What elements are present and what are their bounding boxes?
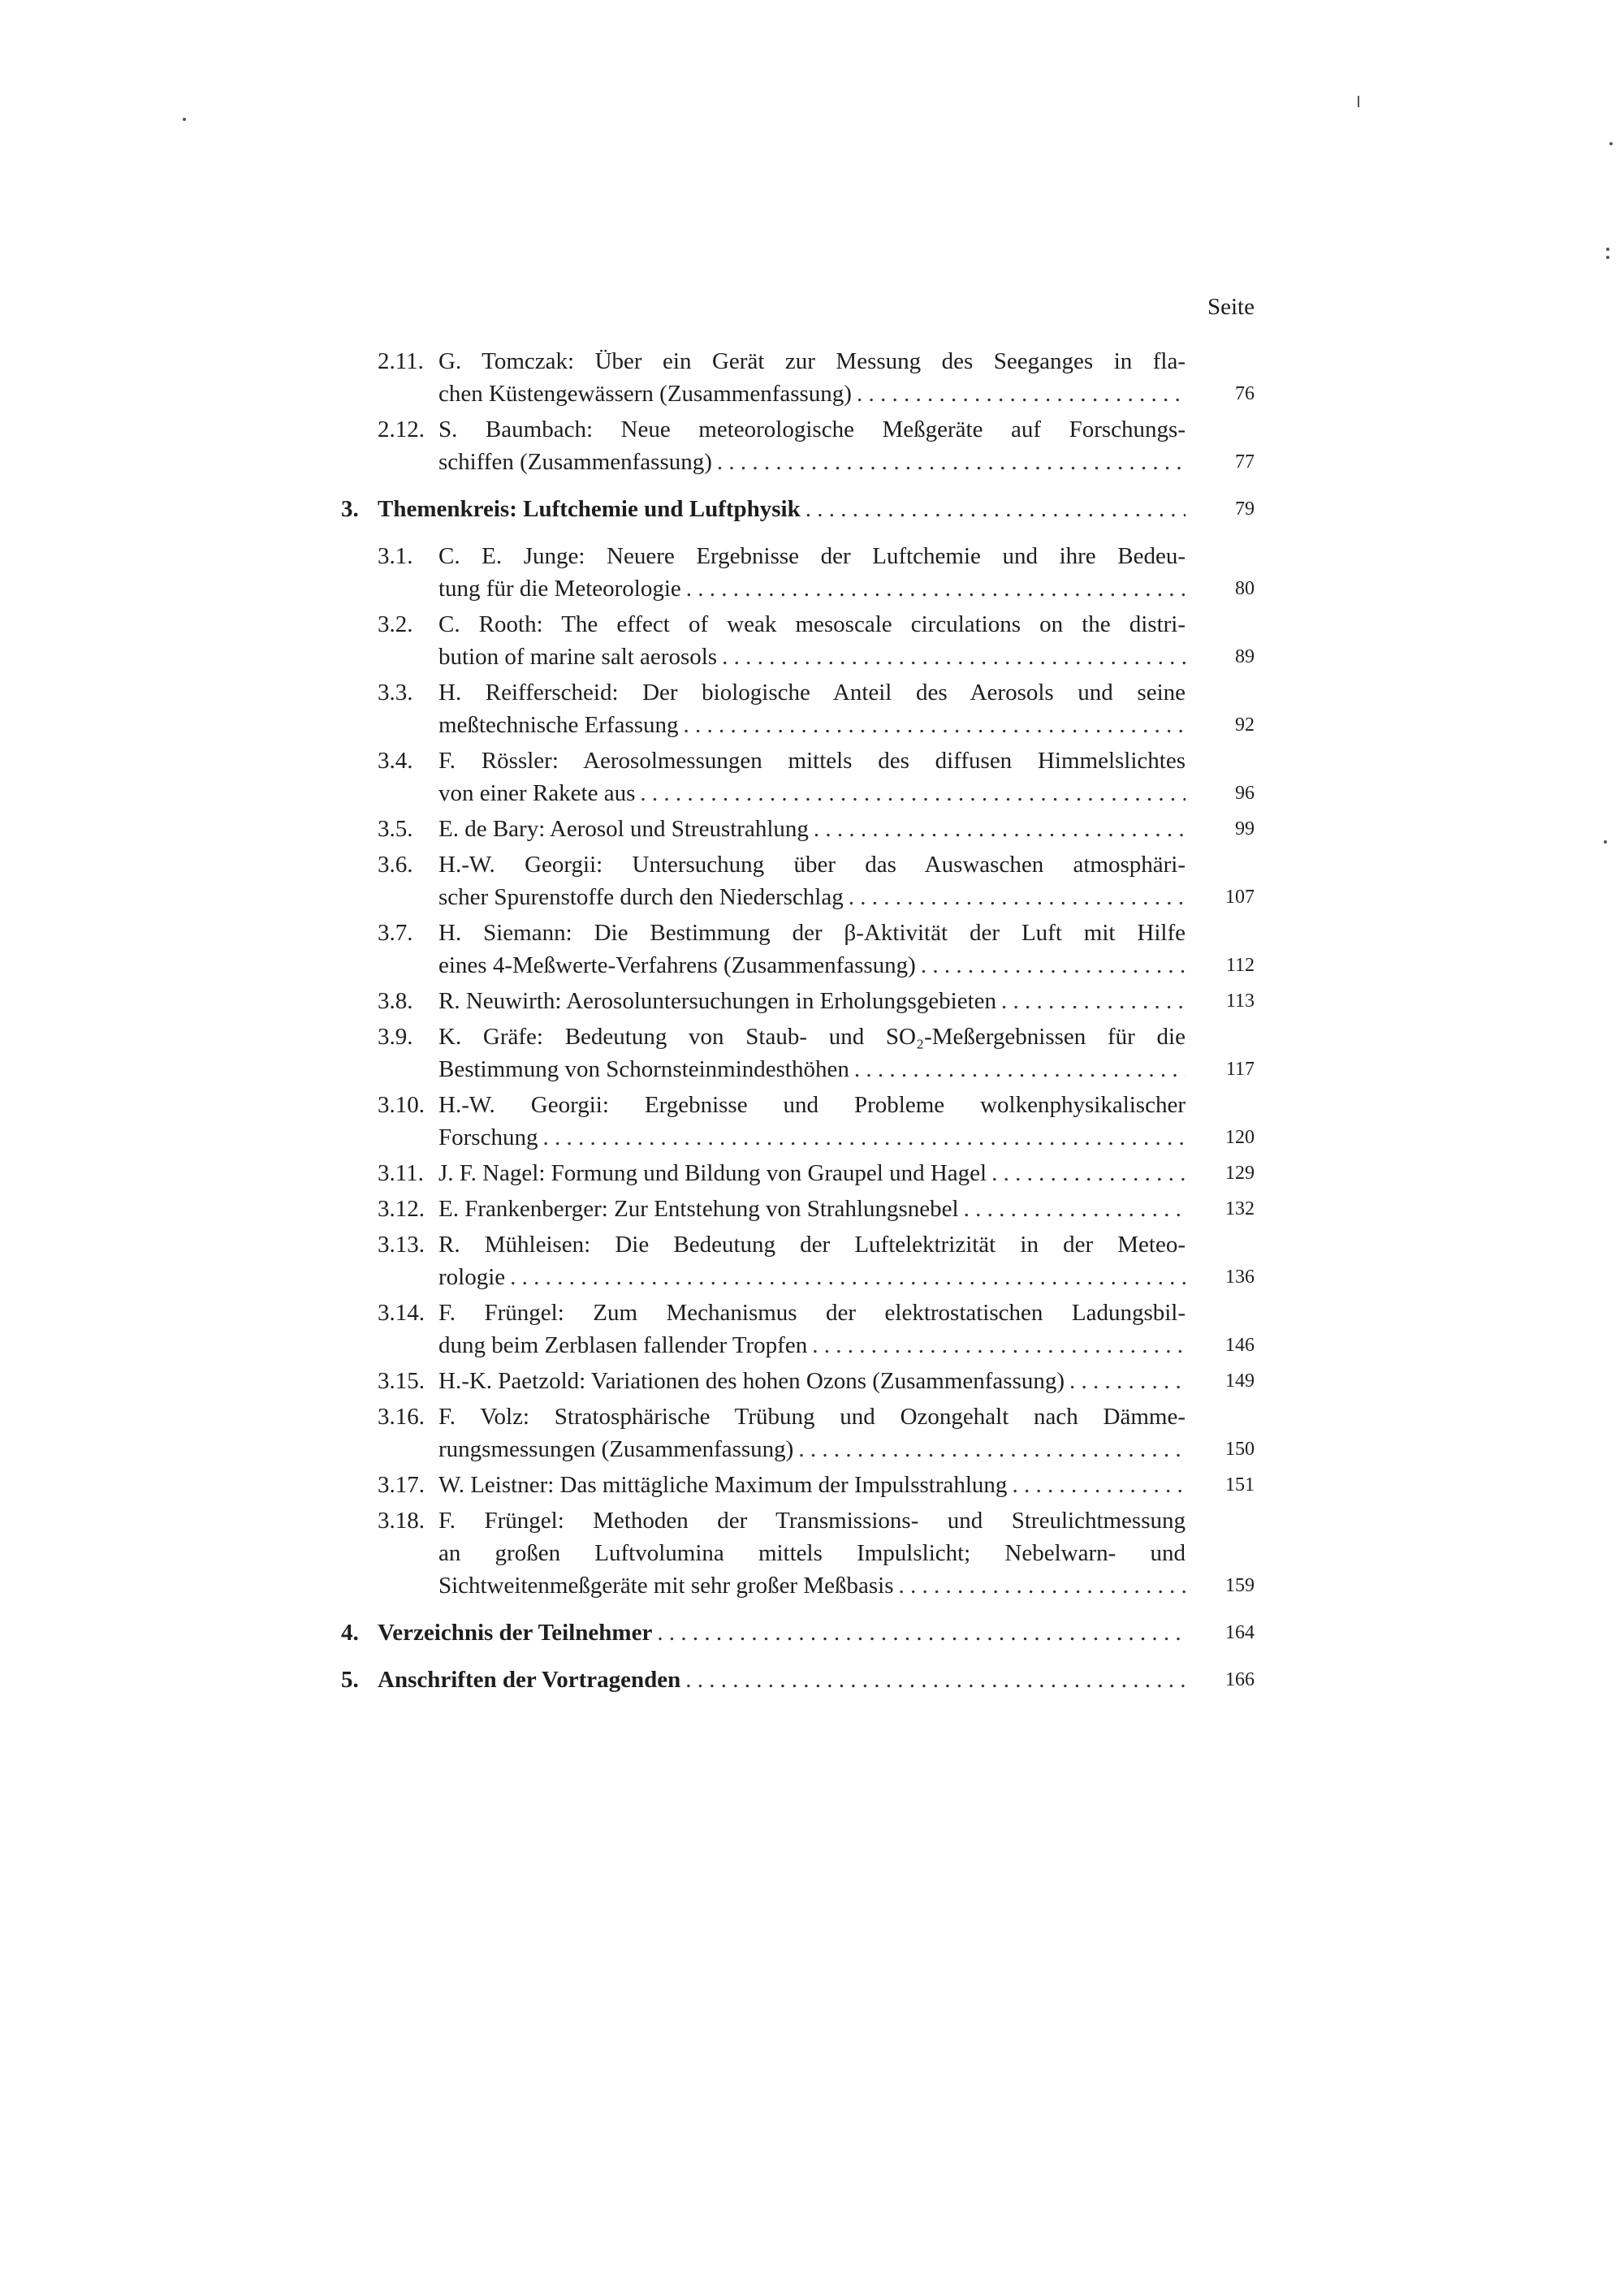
- dot-leader: [801, 493, 1186, 525]
- toc-entry: [341, 917, 1255, 982]
- toc-page-number: 150: [1225, 1439, 1255, 1460]
- dot-leader: [844, 881, 1186, 913]
- toc-page-number: 76: [1235, 383, 1255, 404]
- toc-entry-title-line: F. Volz: Stratosphärische Trübung und Ozongehalt nach Dämme-: [438, 1404, 1186, 1430]
- table-of-contents: [341, 345, 1255, 1711]
- toc-entry-number: 3.2.: [378, 611, 413, 637]
- scan-speck: [183, 118, 186, 121]
- toc-page-number: 113: [1225, 990, 1255, 1012]
- toc-page-number: 89: [1235, 646, 1255, 667]
- dot-leader: [807, 1329, 1186, 1362]
- toc-entry-title-line: Sichtweitenmeßgeräte mit sehr großer Meßbasis: [438, 1573, 894, 1599]
- toc-entry-title-line: H.-W. Georgii: Untersuchung über das Auswaschen atmosphäri-: [438, 852, 1186, 878]
- toc-entry-number: 3.14.: [378, 1300, 425, 1326]
- toc-entry-title-line: K. Gräfe: Bedeutung von Staub- und SO₂-Meßergebnissen für die: [438, 1024, 1186, 1050]
- toc-entry-number: 3.17.: [378, 1472, 425, 1498]
- dot-leader: [538, 1121, 1186, 1154]
- toc-entry-title-line: H. Reifferscheid: Der biologische Anteil des Aerosols und seine: [438, 680, 1186, 706]
- toc-entry-number: 3.3.: [378, 680, 413, 706]
- toc-entry: [341, 1365, 1255, 1397]
- dot-leader: [916, 949, 1186, 982]
- toc-entry-number: 3.13.: [378, 1232, 425, 1258]
- toc-entry-title-line: von einer Rakete aus: [438, 780, 636, 806]
- toc-entry-number: 3.9.: [378, 1024, 413, 1050]
- toc-entry: [341, 1193, 1255, 1225]
- toc-entry-number: 3.18.: [378, 1508, 425, 1534]
- toc-entry-number: 2.12.: [378, 416, 425, 442]
- toc-page-number: 159: [1225, 1575, 1255, 1596]
- dot-leader: [717, 641, 1186, 673]
- toc-entry: [341, 1504, 1255, 1602]
- toc-entry-title-line: Anschriften der Vortragenden: [378, 1667, 681, 1693]
- toc-entry-title-line: rologie: [438, 1264, 506, 1290]
- toc-entry-title-line: R. Neuwirth: Aerosoluntersuchungen in Erholungsgebieten: [438, 988, 997, 1014]
- dot-leader: [809, 813, 1186, 845]
- toc-entry-number: 3.16.: [378, 1404, 425, 1430]
- toc-entry-title-line: Themenkreis: Luftchemie und Luftphysik: [378, 496, 801, 522]
- toc-entry-number: 3.8.: [378, 988, 413, 1014]
- toc-entry-title-line: G. Tomczak: Über ein Gerät zur Messung des Seeganges in fla-: [438, 348, 1186, 374]
- toc-entry-number: 3.: [341, 496, 359, 522]
- dot-leader: [681, 572, 1186, 605]
- toc-entry: [341, 848, 1255, 913]
- scan-speck: [1604, 840, 1607, 844]
- page-column-header: Seite: [1207, 294, 1255, 320]
- toc-page-number: 99: [1235, 818, 1255, 839]
- toc-page-number: 129: [1225, 1163, 1255, 1184]
- toc-entry-title-line: H. Siemann: Die Bestimmung der β-Aktivität der Luft mit Hilfe: [438, 920, 1186, 946]
- toc-entry-title-line: E. de Bary: Aerosol und Streustrahlung: [438, 816, 809, 842]
- toc-page-number: 166: [1225, 1669, 1255, 1690]
- toc-entry-title-line: chen Küstengewässern (Zusammenfassung): [438, 381, 852, 407]
- scan-speck: [1606, 256, 1609, 259]
- toc-page-number: 149: [1225, 1370, 1255, 1392]
- toc-page-number: 132: [1225, 1198, 1255, 1219]
- toc-entry-title-line: F. Rössler: Aerosolmessungen mittels des diffusen Himmelslichtes: [438, 748, 1186, 774]
- toc-entry-title-line: C. Rooth: The effect of weak mesoscale circulations on the distri-: [438, 611, 1186, 637]
- dot-leader: [793, 1433, 1186, 1465]
- toc-entry: [341, 413, 1255, 478]
- scan-speck: [1358, 96, 1359, 107]
- toc-entry-title-line: C. E. Junge: Neuere Ergebnisse der Luftchemie und ihre Bedeu-: [438, 543, 1186, 569]
- toc-entry: [341, 608, 1255, 673]
- toc-entry: [341, 1400, 1255, 1465]
- toc-entry: [341, 1021, 1255, 1085]
- toc-entry-title-line: scher Spurenstoffe durch den Niederschlag: [438, 884, 844, 910]
- toc-entry-number: 4.: [341, 1620, 359, 1646]
- toc-entry-title-line: rungsmessungen (Zusammenfassung): [438, 1436, 794, 1462]
- toc-entry-title-line: R. Mühleisen: Die Bedeutung der Luftelektrizität in der Meteo-: [438, 1232, 1186, 1258]
- dot-leader: [987, 1157, 1186, 1189]
- dot-leader: [1007, 1469, 1186, 1501]
- toc-entry-number: 5.: [341, 1667, 359, 1693]
- toc-entry-number: 3.1.: [378, 543, 413, 569]
- toc-entry-title-line: eines 4-Meßwerte-Verfahrens (Zusammenfassung): [438, 952, 916, 978]
- dot-leader: [712, 446, 1186, 478]
- dot-leader: [652, 1616, 1186, 1649]
- toc-page-number: 117: [1225, 1059, 1255, 1080]
- dot-leader: [894, 1569, 1186, 1602]
- dot-leader: [852, 378, 1186, 410]
- dot-leader: [635, 777, 1186, 809]
- toc-page-number: 77: [1235, 451, 1255, 473]
- toc-entry-number: 3.6.: [378, 852, 413, 878]
- toc-entry: [341, 540, 1255, 605]
- scan-speck: [1609, 142, 1613, 145]
- toc-page-number: 120: [1225, 1127, 1255, 1148]
- toc-page-number: 79: [1235, 498, 1255, 520]
- toc-entry: [341, 1469, 1255, 1501]
- toc-entry-number: 3.10.: [378, 1092, 425, 1118]
- toc-section: [341, 493, 1255, 525]
- toc-page-number: 136: [1225, 1267, 1255, 1288]
- toc-page-number: 146: [1225, 1335, 1255, 1356]
- toc-page-number: 92: [1235, 714, 1255, 736]
- toc-page-number: 164: [1225, 1622, 1255, 1643]
- toc-entry-title-line: schiffen (Zusammenfassung): [438, 449, 712, 475]
- toc-section: [341, 1616, 1255, 1649]
- toc-entry-title-line: H.-K. Paetzold: Variationen des hohen Ozons (Zusammenfassung): [438, 1368, 1065, 1394]
- toc-entry: [341, 985, 1255, 1017]
- toc-page-number: 151: [1225, 1474, 1255, 1495]
- toc-entry: [341, 1228, 1255, 1293]
- toc-entry-title-line: F. Früngel: Zum Mechanismus der elektrostatischen Ladungsbil-: [438, 1300, 1186, 1326]
- toc-entry: [341, 1089, 1255, 1154]
- toc-entry: [341, 744, 1255, 809]
- toc-entry-title-line: dung beim Zerblasen fallender Tropfen: [438, 1332, 808, 1358]
- dot-leader: [505, 1261, 1186, 1293]
- toc-entry: [341, 1297, 1255, 1362]
- toc-entry-number: 3.5.: [378, 816, 413, 842]
- toc-entry: [341, 1157, 1255, 1189]
- toc-entry-title-line: meßtechnische Erfassung: [438, 712, 679, 738]
- scan-speck: [1606, 248, 1609, 251]
- toc-entry-title-line: Bestimmung von Schornsteinmindesthöhen: [438, 1056, 849, 1082]
- toc-entry-title-line: Verzeichnis der Teilnehmer: [378, 1620, 653, 1646]
- toc-entry: [341, 676, 1255, 741]
- dot-leader: [849, 1053, 1186, 1085]
- toc-entry-title-line: S. Baumbach: Neue meteorologische Meßgeräte auf Forschungs-: [438, 416, 1186, 442]
- toc-entry-title-line: H.-W. Georgii: Ergebnisse und Probleme wolkenphysikalischer: [438, 1092, 1186, 1118]
- toc-entry-title-line: F. Früngel: Methoden der Transmissions- und Streulichtmessung: [438, 1508, 1186, 1534]
- toc-entry-number: 3.11.: [378, 1160, 424, 1186]
- toc-entry-title-line: J. F. Nagel: Formung und Bildung von Graupel und Hagel: [438, 1160, 987, 1186]
- toc-entry-title-line: W. Leistner: Das mittägliche Maximum der Impulsstrahlung: [438, 1472, 1008, 1498]
- toc-entry-title-line: bution of marine salt aerosols: [438, 644, 718, 670]
- toc-entry-number: 3.4.: [378, 748, 413, 774]
- toc-page-number: 80: [1235, 578, 1255, 599]
- dot-leader: [1065, 1365, 1186, 1397]
- toc-entry-title-line: tung für die Meteorologie: [438, 576, 681, 602]
- toc-section: [341, 1664, 1255, 1696]
- dot-leader: [959, 1193, 1186, 1225]
- toc-entry-title-line: an großen Luftvolumina mittels Impulslicht; Nebelwarn- und: [438, 1540, 1186, 1566]
- toc-page-number: 96: [1235, 783, 1255, 804]
- toc-entry-title-line: Forschung: [438, 1124, 538, 1150]
- toc-entry-number: 3.7.: [378, 920, 413, 946]
- dot-leader: [996, 985, 1186, 1017]
- dot-leader: [680, 1664, 1186, 1696]
- toc-entry-number: 3.12.: [378, 1196, 425, 1222]
- toc-page-number: 112: [1225, 955, 1255, 976]
- dot-leader: [679, 709, 1186, 741]
- toc-entry: [341, 345, 1255, 410]
- toc-entry-title-line: E. Frankenberger: Zur Entstehung von Strahlungsnebel: [438, 1196, 959, 1222]
- toc-entry-number: 2.11.: [378, 348, 424, 374]
- toc-entry: [341, 813, 1255, 845]
- toc-page-number: 107: [1225, 887, 1255, 908]
- toc-entry-number: 3.15.: [378, 1368, 425, 1394]
